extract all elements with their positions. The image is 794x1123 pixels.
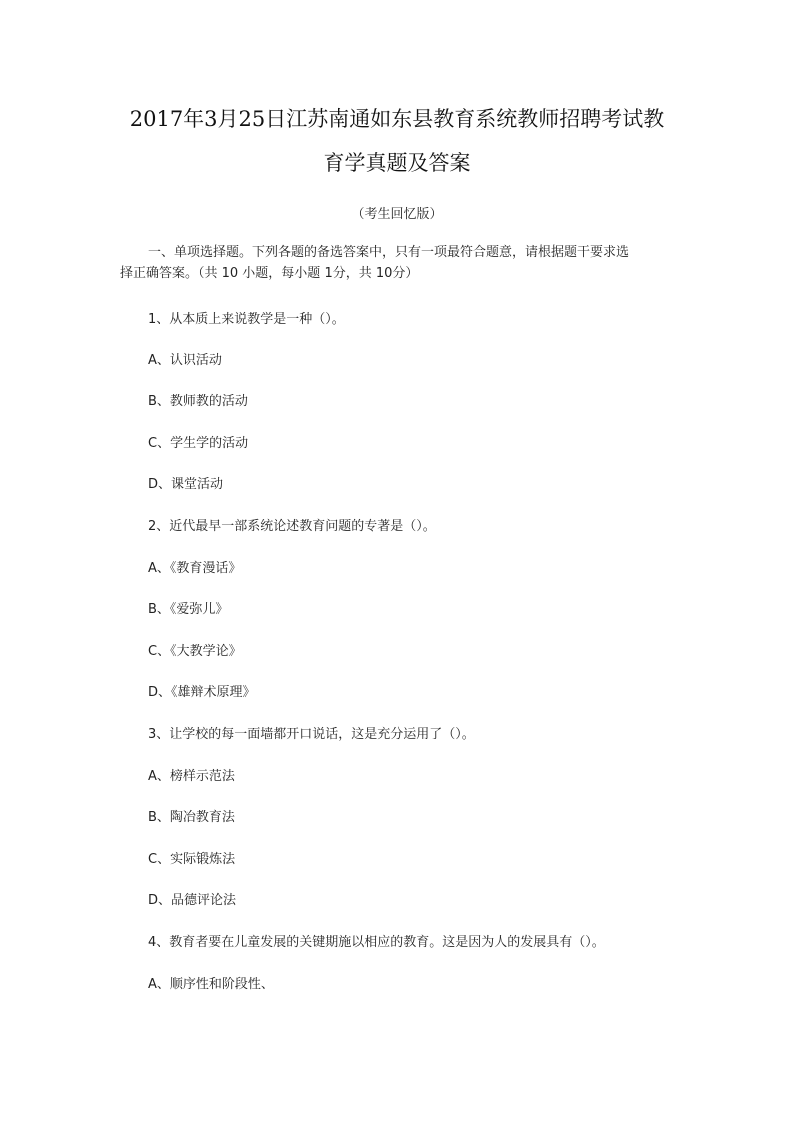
question-3-option-d: D、品德评论法 <box>148 893 237 908</box>
document-subtitle: （考生回忆版） <box>351 207 443 222</box>
question-1-option-d: D、课堂活动 <box>148 477 224 492</box>
question-2-option-a: A、《教育漫话》 <box>148 561 242 576</box>
question-1-option-c: C、学生学的活动 <box>148 436 249 451</box>
question-3-option-b: B、陶冶教育法 <box>148 810 235 825</box>
question-4-stem: 4、教育者要在儿童发展的关键期施以相应的教育。这是因为人的发展具有（）。 <box>148 935 605 950</box>
question-2-option-c: C、《大教学论》 <box>148 644 242 659</box>
question-2-option-b: B、《爱弥儿》 <box>148 602 229 617</box>
question-4-option-a: A、顺序性和阶段性、 <box>148 977 274 992</box>
section-intro-line-1: 一、单项选择题。下列各题的备选答案中，只有一项最符合题意，请根据题干要求选 <box>148 245 630 260</box>
question-1-option-b: B、教师教的活动 <box>148 394 248 409</box>
question-1-option-a: A、认识活动 <box>148 353 222 368</box>
question-2-option-d: D、《雄辩术原理》 <box>148 685 256 700</box>
section-intro-line-2: 择正确答案。（共 10 小题，每小题 1分，共 10分） <box>120 266 419 281</box>
question-3-option-a: A、榜样示范法 <box>148 769 235 784</box>
document-title-line-2: 育学真题及答案 <box>323 151 471 175</box>
question-1-stem: 1、从本质上来说教学是一种（）。 <box>148 312 345 327</box>
question-3-stem: 3、让学校的每一面墙都开口说话，这是充分运用了（）。 <box>148 727 475 742</box>
document-title-line-1: 2017年3月25日江苏南通如东县教育系统教师招聘考试教 <box>129 107 665 131</box>
question-2-stem: 2、近代最早一部系统论述教育问题的专著是（）。 <box>148 519 436 534</box>
question-3-option-c: C、实际锻炼法 <box>148 852 236 867</box>
